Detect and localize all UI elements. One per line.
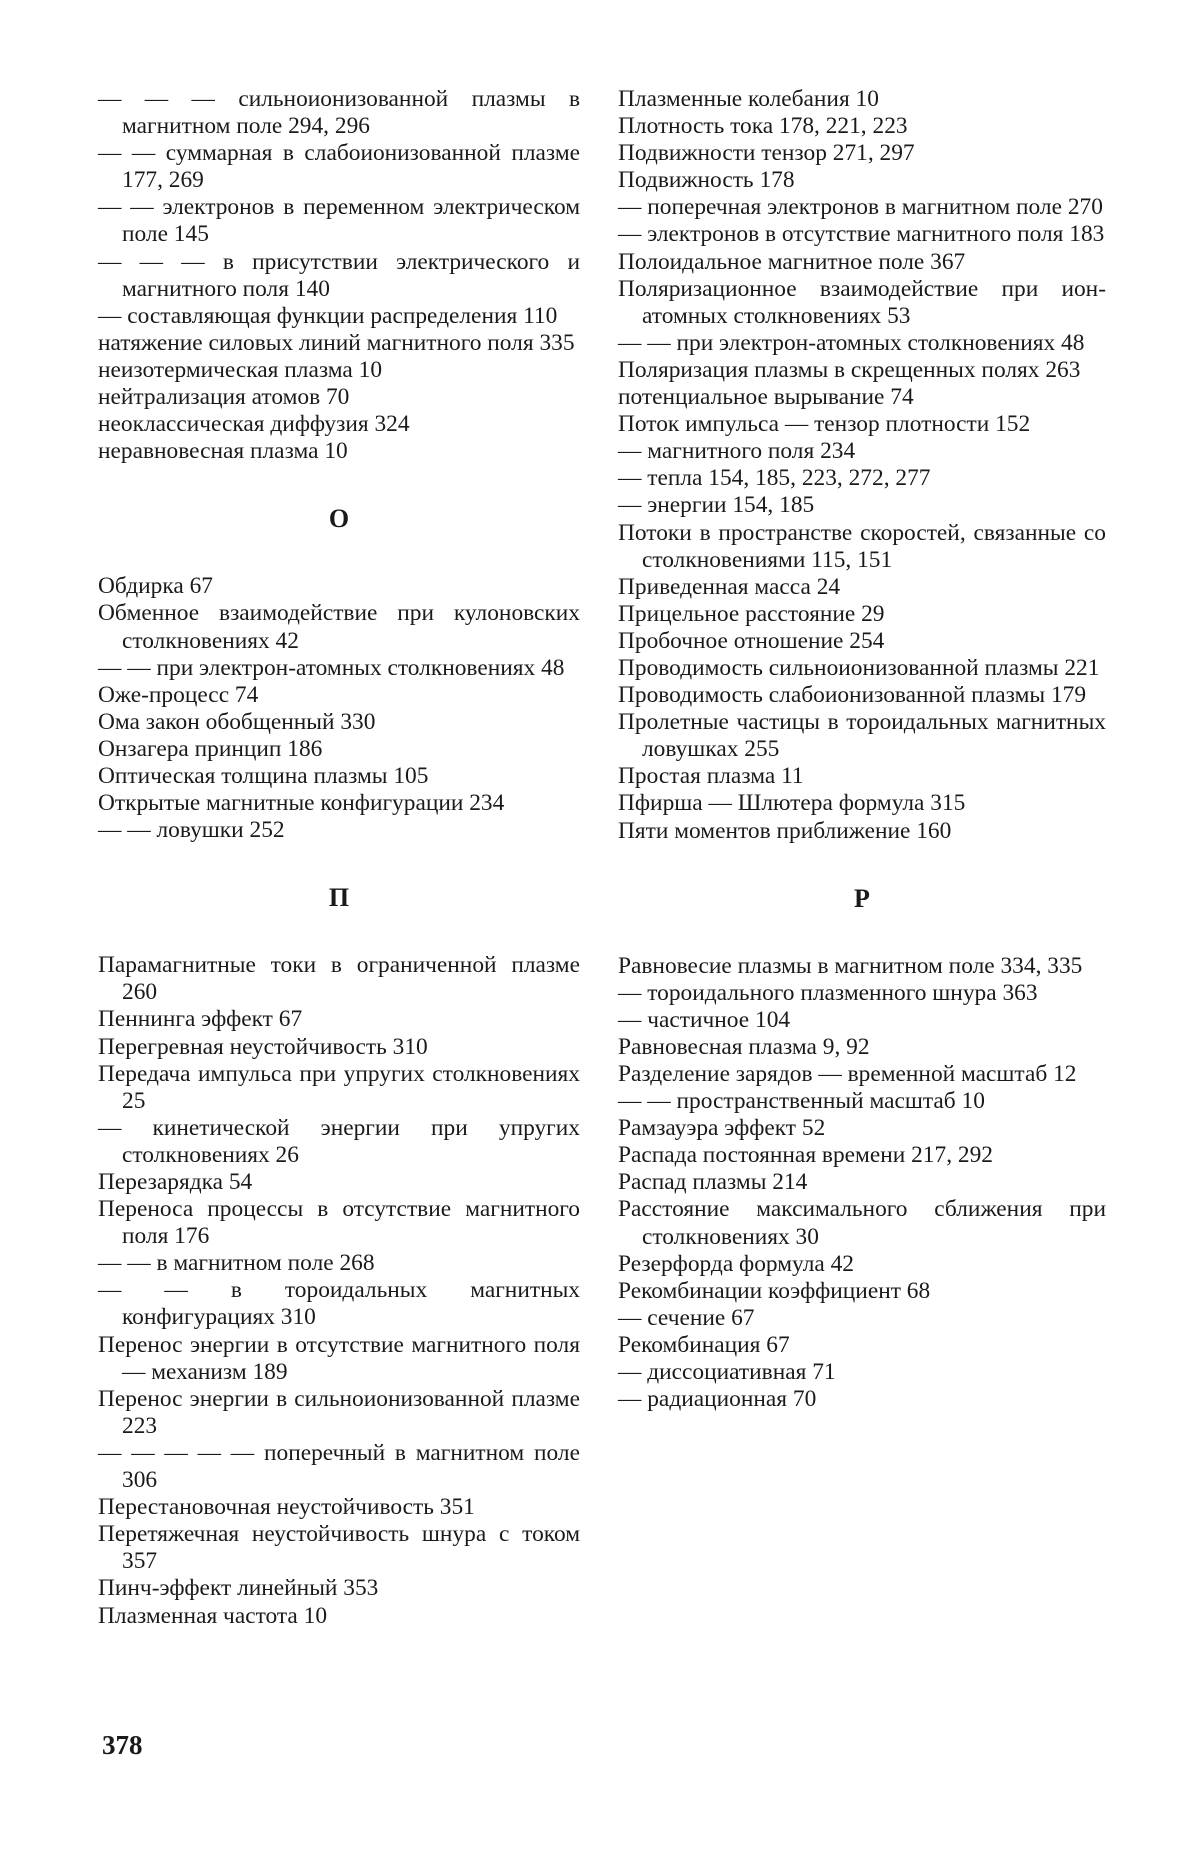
index-entry: — — — — — поперечный в магнитном поле 306: [98, 1439, 580, 1494]
index-entry: Обдирка 67: [98, 573, 213, 600]
index-entry: Оптическая толщина плазмы 105: [98, 762, 429, 789]
index-entry: Передача импульса при упругих столкновениях 25: [98, 1060, 580, 1114]
index-entry: — диссоциативная 71: [618, 1359, 836, 1386]
left-top-entries: [98, 86, 580, 465]
index-entry: Проводимость слабоионизованной плазмы 179: [618, 682, 1087, 709]
index-entry: Поляризационное взаимодействие при ион-атомных столкновениях 53: [618, 275, 1106, 329]
index-entry: нейтрализация атомов 70: [98, 384, 350, 411]
index-entry: Потоки в пространстве скоростей, связанные со столкновениями 115, 151: [618, 519, 1106, 573]
index-entry: Полоидальное магнитное поле 367: [618, 248, 966, 275]
index-entry: Пинч-эффект линейный 353: [98, 1575, 379, 1602]
right-column: [618, 86, 1106, 1413]
index-entry: Плазменная частота 10: [98, 1602, 328, 1629]
index-entry: Обменное взаимодействие при кулоновских столкновениях 42: [98, 600, 580, 654]
index-entry: Ома закон обобщенный 330: [98, 708, 376, 735]
index-entry: — — в тороидальных магнитных конфигурациях 310: [98, 1277, 580, 1331]
index-entry: Разделение зарядов — временной масштаб 12: [618, 1061, 1077, 1087]
index-entry: Простая плазма 11: [618, 763, 804, 790]
index-entry: Пяти моментов приближение 160: [618, 817, 952, 844]
index-entry: Распада постоянная времени 217, 292: [618, 1142, 993, 1169]
index-entry: — — ловушки 252: [98, 817, 285, 844]
index-entry: — — электронов в переменном электрическом поле 145: [98, 194, 580, 248]
index-entry: Проводимость сильноионизованной плазмы 221: [618, 654, 1100, 681]
index-entry: Поляризация плазмы в скрещенных полях 263: [618, 356, 1081, 383]
index-entry: Переноса процессы в отсутствие магнитного поля 176: [98, 1196, 580, 1250]
index-entry: Перестановочная неустойчивость 351: [98, 1494, 475, 1521]
index-entry: Рамзауэра эффект 52: [618, 1115, 826, 1142]
index-entry: Перенос энергии в сильноионизованной плазме 223: [98, 1385, 580, 1439]
index-entry: Расстояние максимального сближения при столкновениях 30: [618, 1196, 1106, 1250]
index-entry: потенциальное вырывание 74: [618, 384, 914, 411]
section-letter-r: Р: [854, 883, 870, 913]
index-entry: — — при электрон-атомных столкновениях 48: [618, 329, 1085, 356]
index-entry: — радиационная 70: [618, 1386, 817, 1413]
section-r-entries: [618, 953, 1106, 1414]
index-entry: неоклассическая диффузия 324: [98, 411, 410, 438]
index-entry: — — — сильноионизованной плазмы в магнитном поле 294, 296: [98, 86, 580, 140]
index-entry: — сечение 67: [618, 1304, 755, 1331]
section-o-entries: [98, 573, 580, 844]
index-entry: Перезарядка 54: [98, 1169, 253, 1195]
index-entry: Пробочное отношение 254: [618, 627, 885, 654]
index-entry: Плазменные колебания 10: [618, 86, 879, 112]
index-entry: Приведенная масса 24: [618, 573, 841, 600]
index-entry: Пеннинга эффект 67: [98, 1006, 303, 1033]
section-letter-o: О: [328, 504, 350, 534]
index-entry: Перенос энергии в отсутствие магнитного поля — механизм 189: [98, 1331, 580, 1385]
index-entry: — тороидального плазменного шнура 363: [618, 979, 1038, 1006]
index-entry: — — — в присутствии электрического и магнитного поля 140: [98, 248, 580, 302]
index-entry: неизотермическая плазма 10: [98, 356, 383, 383]
index-entry: Резерфорда формула 42: [618, 1250, 855, 1277]
index-entry: — тепла 154, 185, 223, 272, 277: [618, 465, 931, 492]
index-entry: — поперечная электронов в магнитном поле 270: [618, 194, 1103, 221]
index-entry: натяжение силовых линий магнитного поля 335: [98, 329, 575, 356]
index-entry: Парамагнитные токи в ограниченной плазме 260: [98, 952, 580, 1006]
index-entry: Плотность тока 178, 221, 223: [618, 113, 908, 140]
index-entry: — частичное 104: [618, 1006, 791, 1033]
index-entry: Распад плазмы 214: [618, 1169, 808, 1196]
index-entry: Подвижности тензор 271, 297: [618, 140, 915, 167]
index-entry: Подвижность 178: [618, 167, 795, 194]
index-entry: Рекомбинации коэффициент 68: [618, 1277, 931, 1304]
index-entry: — магнитного поля 234: [618, 438, 856, 465]
index-entry: Перегревная неустойчивость 310: [98, 1033, 428, 1060]
index-entry: — электронов в отсутствие магнитного поля 183: [618, 221, 1105, 248]
section-p-entries: [98, 952, 580, 1629]
index-entry: — — суммарная в слабоионизованной плазме 177, 269: [98, 140, 580, 194]
index-entry: Открытые магнитные конфигурации 234: [98, 790, 505, 817]
index-entry: — — пространственный масштаб 10: [618, 1088, 985, 1115]
index-entry: Перетяжечная неустойчивость шнура с током 357: [98, 1521, 580, 1575]
index-entry: Пфирша — Шлютера формула 315: [618, 790, 966, 817]
index-entry: Пролетные частицы в тороидальных магнитных ловушках 255: [618, 709, 1106, 763]
index-entry: Оже-процесс 74: [98, 681, 259, 708]
index-entry: Прицельное расстояние 29: [618, 600, 885, 627]
right-top-entries: [618, 86, 1106, 845]
index-entry: Онзагера принцип 186: [98, 735, 323, 762]
index-entry: Рекомбинация 67: [618, 1331, 790, 1358]
index-entry: Поток импульса — тензор плотности 152: [618, 411, 1031, 438]
index-entry: неравновесная плазма 10: [98, 438, 348, 465]
section-letter-p: П: [328, 883, 350, 913]
left-column: [98, 86, 580, 1630]
index-entry: Равновесная плазма 9, 92: [618, 1033, 870, 1060]
index-entry: — составляющая функции распределения 110: [98, 302, 558, 329]
index-entry: — кинетической энергии при упругих столкновениях 26: [98, 1114, 580, 1168]
index-entry: Равновесие плазмы в магнитном поле 334, 335: [618, 952, 1083, 979]
index-entry: — — в магнитном поле 268: [98, 1250, 375, 1277]
index-entry: — энергии 154, 185: [618, 492, 815, 519]
index-entry: — — при электрон-атомных столкновениях 48: [98, 654, 565, 681]
page-number: 378: [102, 1730, 143, 1760]
